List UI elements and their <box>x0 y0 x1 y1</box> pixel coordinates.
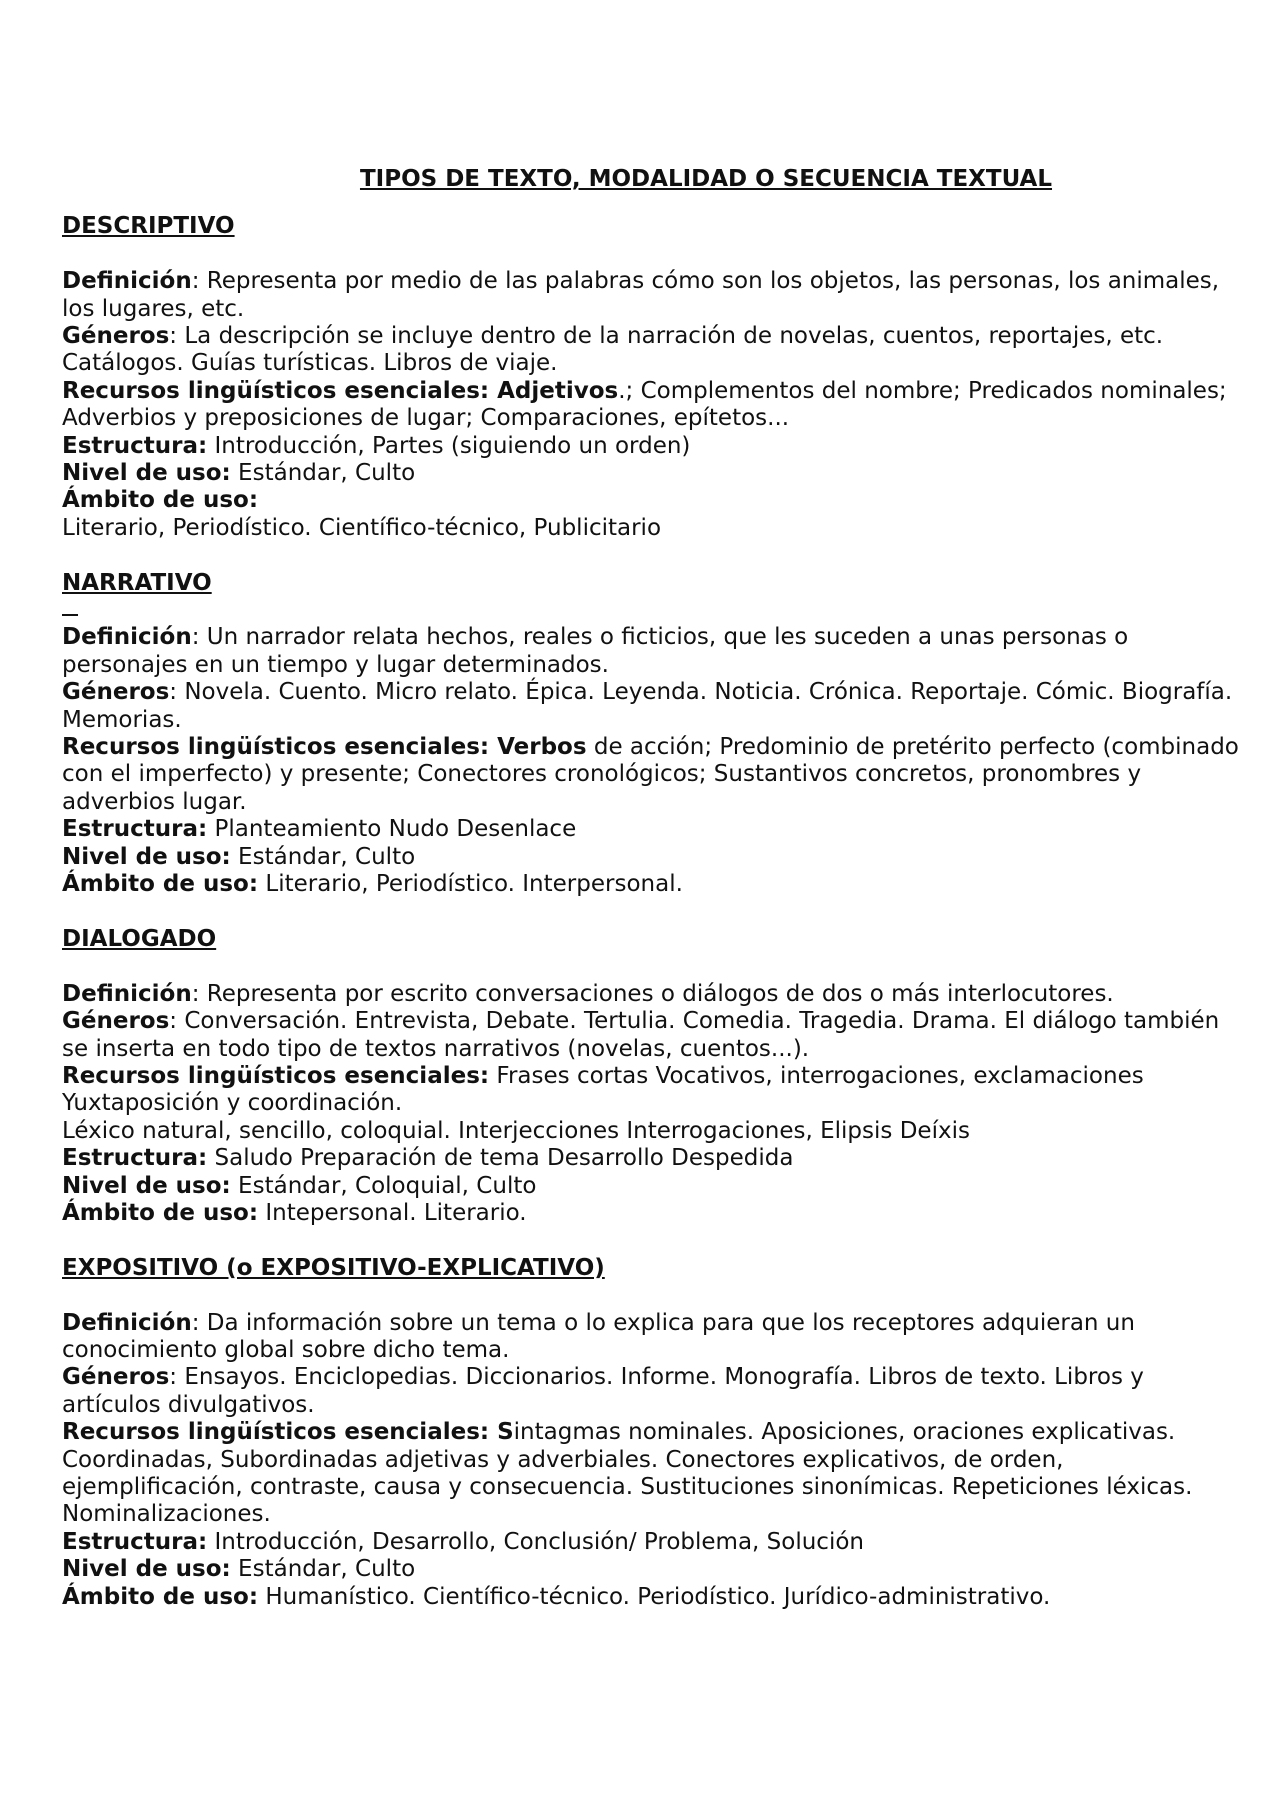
definicion-field <box>62 981 1242 1008</box>
generos-field <box>62 1008 1242 1063</box>
nivel-field <box>62 1173 1242 1200</box>
spacer <box>62 899 1242 926</box>
generos-field <box>62 323 1242 378</box>
nivel-field <box>62 844 1242 871</box>
nivel-label: Nivel de uso: <box>62 1172 231 1199</box>
definicion-label: Definición <box>62 1309 192 1336</box>
generos-text: : Novela. Cuento. Micro relato. Épica. Leyenda. Noticia. Crónica. Reportaje. Cómic. Biografía. Memorias. <box>62 679 1233 733</box>
definicion-text: : Un narrador relata hechos, reales o ficticios, que les suceden a unas personas o personajes en un tiempo y lugar determinados. <box>62 624 1129 678</box>
ambito-field <box>62 487 1242 542</box>
estructura-field <box>62 433 1242 460</box>
estructura-field <box>62 1529 1242 1556</box>
section-heading-expositivo: EXPOSITIVO (o EXPOSITIVO-EXPLICATIVO) <box>62 1254 605 1281</box>
ambito-text: Literario, Periodístico. Científico-técnico, Publicitario <box>62 514 662 541</box>
generos-label: Géneros <box>62 679 170 706</box>
estructura-field <box>62 816 1242 843</box>
ambito-field <box>62 1200 1242 1227</box>
estructura-text: Saludo Preparación de tema Desarrollo Despedida <box>207 1145 794 1172</box>
generos-label: Géneros <box>62 1364 170 1391</box>
spacer <box>62 1227 1242 1254</box>
estructura-text: Introducción, Partes (siguiendo un orden) <box>207 432 691 459</box>
generos-field <box>62 679 1242 734</box>
recursos-text: .; Complementos del nombre; Predicados nominales; Adverbios y preposiciones de lugar; Comparaciones, epítetos... <box>62 377 1227 432</box>
section-dialogado <box>62 926 1242 1227</box>
estructura-label: Estructura: <box>62 1145 208 1172</box>
estructura-label: Estructura: <box>62 1528 208 1555</box>
recursos-label: Recursos lingüísticos esenciales: Adjetivos <box>62 377 619 404</box>
spacer <box>62 542 1242 569</box>
recursos-text: Frases cortas Vocativos, interrogaciones, exclamaciones Yuxtaposición y coordinación. <box>62 1062 1144 1117</box>
generos-text: : Ensayos. Enciclopedias. Diccionarios. Informe. Monografía. Libros de texto. Libros y artículos divulgativos. <box>62 1364 1144 1418</box>
stray-underline-mark <box>62 597 1242 624</box>
recursos-field <box>62 1419 1242 1529</box>
definicion-field <box>62 268 1242 323</box>
recursos-text: intagmas nominales. Aposiciones, oraciones explicativas. Coordinadas, Subordinadas adjetivas y adverbiales. Conectores explicativos, de orden, ejemplificación, contraste, causa y consecuencia. Sustituciones sinonímicas. Repeticiones léxicas. Nominalizaciones. <box>62 1419 1193 1528</box>
section-descriptivo <box>62 213 1242 542</box>
recursos-label: Recursos lingüísticos esenciales: S <box>62 1419 514 1446</box>
generos-label: Géneros <box>62 1008 170 1035</box>
estructura-field <box>62 1145 1242 1172</box>
estructura-text: Introducción, Desarrollo, Conclusión/ Problema, Solución <box>207 1528 864 1555</box>
definicion-text: : Representa por escrito conversaciones o diálogos de dos o más interlocutores. <box>191 980 1114 1007</box>
document-title: TIPOS DE TEXTO, MODALIDAD O SECUENCIA TEXTUAL <box>359 166 1053 192</box>
recursos-label: Recursos lingüísticos esenciales: Verbos <box>62 734 587 761</box>
nivel-text: Estándar, Culto <box>230 843 416 870</box>
nivel-label: Nivel de uso: <box>62 460 231 487</box>
section-heading-descriptivo: DESCRIPTIVO <box>62 213 235 240</box>
nivel-field <box>62 1556 1242 1583</box>
ambito-label: Ámbito de uso: <box>62 487 259 514</box>
generos-label: Géneros <box>62 323 170 350</box>
ambito-label: Ámbito de uso: <box>62 1583 259 1610</box>
recursos-field <box>62 378 1242 433</box>
section-expositivo <box>62 1255 1242 1611</box>
definicion-text: : Da información sobre un tema o lo explica para que los receptores adquieran un conocimiento global sobre dicho tema. <box>62 1309 1135 1363</box>
definicion-label: Definición <box>62 624 192 651</box>
estructura-text: Planteamiento Nudo Desenlace <box>207 816 577 843</box>
recursos-extra-field: Léxico natural, sencillo, coloquial. Interjecciones Interrogaciones, Elipsis Deíxis <box>62 1117 970 1144</box>
nivel-label: Nivel de uso: <box>62 843 231 870</box>
recursos-text: de acción; Predominio de pretérito perfecto (combinado con el imperfecto) y presente; Conectores cronológicos; Sustantivos concretos, pronombres y adverbios lugar. <box>62 734 1239 815</box>
ambito-text: Intepersonal. Literario. <box>258 1199 527 1226</box>
section-heading-dialogado: DIALOGADO <box>62 925 217 952</box>
definicion-label: Definición <box>62 980 192 1007</box>
recursos-label: Recursos lingüísticos esenciales: <box>62 1062 490 1089</box>
ambito-text: Literario, Periodístico. Interpersonal. <box>258 871 683 898</box>
recursos-field <box>62 1063 1242 1118</box>
generos-field <box>62 1364 1242 1419</box>
ambito-label: Ámbito de uso: <box>62 871 259 898</box>
nivel-text: Estándar, Coloquial, Culto <box>230 1172 537 1199</box>
document-page <box>62 166 1242 1611</box>
ambito-text: Humanístico. Científico-técnico. Periodístico. Jurídico-administrativo. <box>258 1583 1051 1610</box>
section-narrativo <box>62 570 1242 899</box>
ambito-field <box>62 871 1242 898</box>
nivel-text: Estándar, Culto <box>230 1556 416 1583</box>
generos-text: : Conversación. Entrevista, Debate. Tertulia. Comedia. Tragedia. Drama. El diálogo también se inserta en todo tipo de textos narrativos (novelas, cuentos...). <box>62 1008 1220 1062</box>
ambito-field <box>62 1584 1242 1611</box>
recursos-field <box>62 734 1242 816</box>
nivel-field <box>62 460 1242 487</box>
estructura-label: Estructura: <box>62 432 208 459</box>
definicion-text: : Representa por medio de las palabras cómo son los objetos, las personas, los animales, los lugares, etc. <box>62 268 1220 322</box>
definicion-field <box>62 1310 1242 1365</box>
estructura-label: Estructura: <box>62 816 208 843</box>
section-heading-narrativo: NARRATIVO <box>62 569 212 596</box>
ambito-label: Ámbito de uso: <box>62 1199 259 1226</box>
definicion-field <box>62 624 1242 679</box>
definicion-label: Definición <box>62 268 192 295</box>
nivel-label: Nivel de uso: <box>62 1556 231 1583</box>
nivel-text: Estándar, Culto <box>230 460 416 487</box>
generos-text: : La descripción se incluye dentro de la narración de novelas, cuentos, reportajes, etc. Catálogos. Guías turísticas. Libros de viaje. <box>62 323 1164 377</box>
